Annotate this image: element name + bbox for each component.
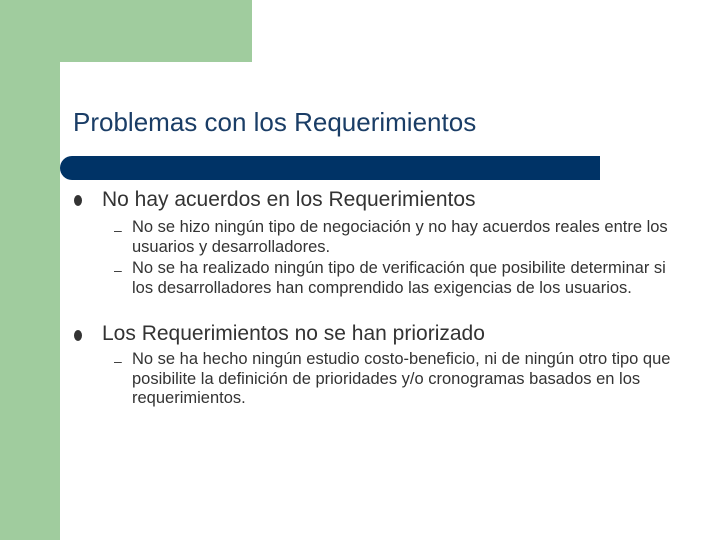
- sub-item-1-2: No se ha realizado ningún tipo de verificación que posibilite determinar si los desarrolladores han comprendido las exigencias de los usuarios.: [132, 259, 666, 297]
- dash-icon: –: [114, 222, 122, 238]
- decorative-rounded-corner: [60, 62, 100, 102]
- bullet-icon: [74, 330, 82, 341]
- bullet-icon: [74, 195, 82, 206]
- bullet-item-2: Los Requerimientos no se han priorizado: [102, 322, 485, 345]
- dash-icon: –: [114, 262, 122, 278]
- bullet-item-1: No hay acuerdos en los Requerimientos: [102, 188, 476, 211]
- decorative-green-band-left: [0, 0, 60, 540]
- slide-title: Problemas con los Requerimientos: [73, 107, 477, 137]
- sub-item-2-1: No se ha hecho ningún estudio costo-beneficio, ni de ningún otro tipo que posibilite la definición de prioridades y/o cronogramas basados en los requerimientos.: [132, 350, 671, 407]
- sub-item-1-1: No se hizo ningún tipo de negociación y no hay acuerdos reales entre los usuarios y desarrolladores.: [132, 218, 668, 256]
- title-underline-bar: [60, 156, 600, 180]
- dash-icon: –: [114, 353, 122, 369]
